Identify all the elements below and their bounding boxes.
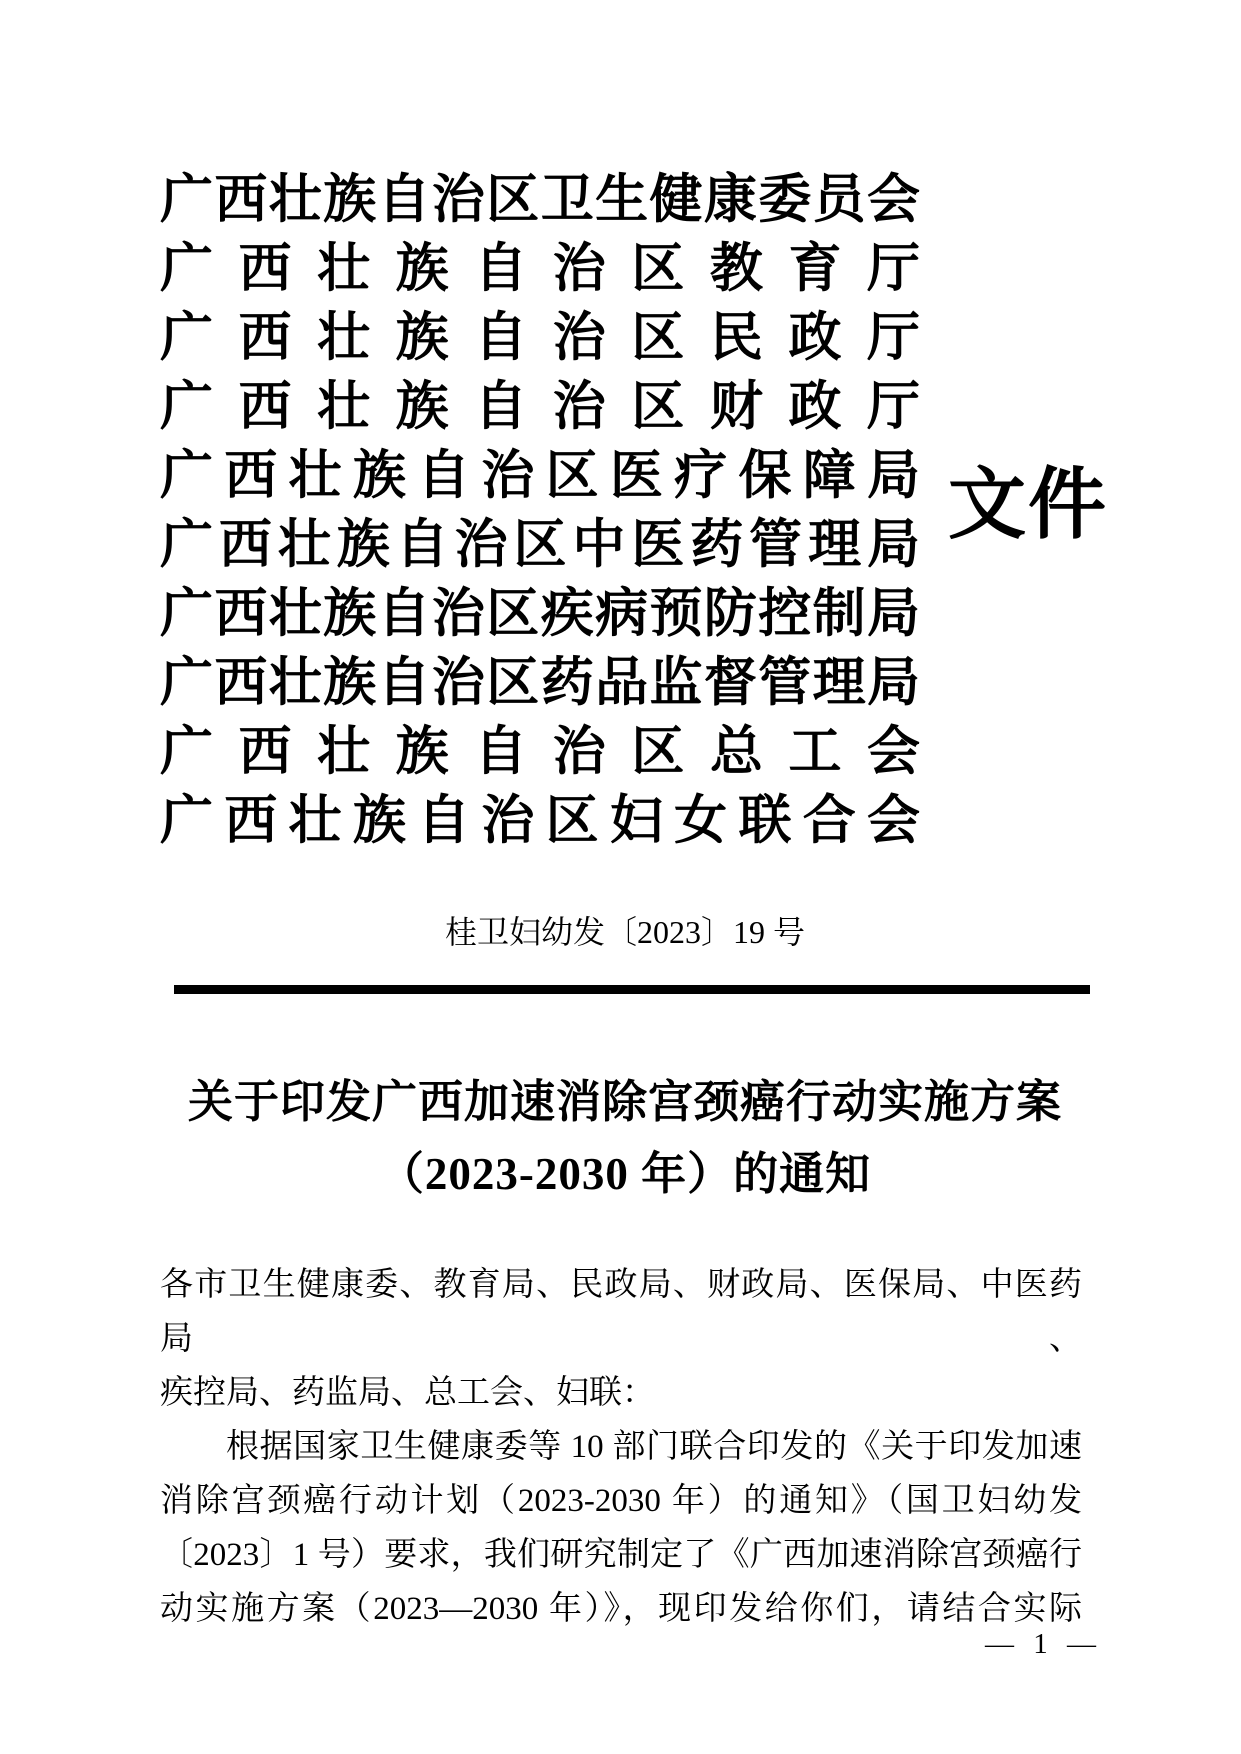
document-title-line-1: 关于印发广西加速消除宫颈癌行动实施方案 (187, 1077, 1062, 1127)
header-separator-rule (174, 985, 1090, 994)
body-salutation-line: 各市卫生健康委、教育局、民政局、财政局、医保局、中医药局、 (160, 1267, 1082, 1357)
body-paragraph-line: 消除宫颈癌行动计划（2023-2030 年）的通知》（国卫妇幼发 (160, 1483, 1082, 1519)
document-title-line-2: （2023-2030 年）的通知 (378, 1149, 872, 1199)
agency-name: 广西壮族自治区总工会 (160, 723, 920, 781)
document-body (160, 1258, 1082, 1636)
body-paragraph-line: 根据国家卫生健康委等 10 部门联合印发的《关于印发加速 (226, 1429, 1082, 1465)
body-paragraph-line: 动实施方案（2023—2030 年）》，现印发给你们，请结合实际 (160, 1591, 1082, 1627)
agency-name: 广西壮族自治区民政厅 (160, 309, 920, 367)
document-reference-number: 桂卫妇幼发〔2023〕19 号 (444, 914, 805, 950)
agency-name: 广西壮族自治区卫生健康委员会 (160, 171, 920, 229)
issuing-agencies-block (160, 166, 920, 856)
agency-name: 广西壮族自治区财政厅 (160, 378, 920, 436)
document-label: 文件 (948, 461, 1109, 548)
agency-name: 广西壮族自治区妇女联合会 (160, 792, 920, 850)
agency-name: 广西壮族自治区疾病预防控制局 (160, 585, 920, 643)
page-number: — 1 — (985, 1628, 1102, 1660)
document-title (160, 1066, 1090, 1210)
agency-name: 广西壮族自治区中医药管理局 (160, 516, 920, 574)
body-salutation-line: 疾控局、药监局、总工会、妇联： (160, 1375, 655, 1411)
agency-name: 广西壮族自治区药品监督管理局 (160, 654, 920, 712)
agency-name: 广西壮族自治区教育厅 (160, 240, 920, 298)
body-paragraph-line: 〔2023〕1 号）要求，我们研究制定了《广西加速消除宫颈癌行 (160, 1537, 1082, 1573)
agency-name: 广西壮族自治区医疗保障局 (160, 447, 920, 505)
